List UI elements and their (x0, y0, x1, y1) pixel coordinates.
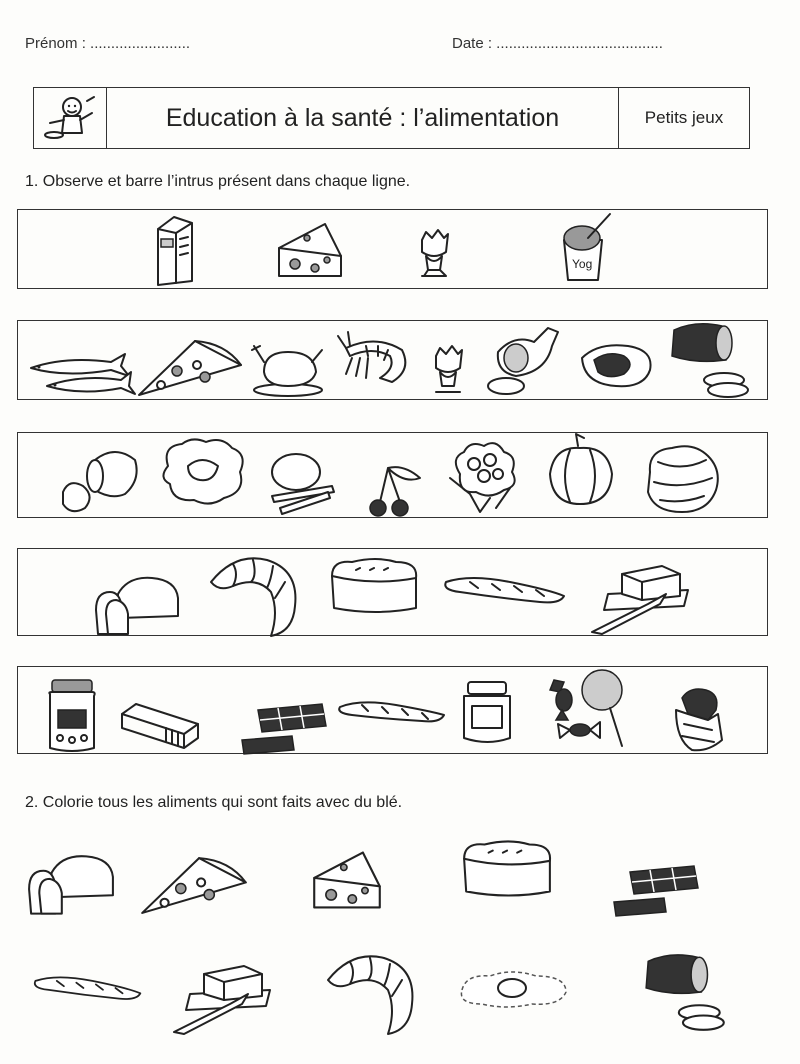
candies-icon[interactable] (540, 668, 636, 754)
exercise-row-1[interactable] (17, 209, 768, 289)
chocolate-bar-icon[interactable] (238, 700, 330, 754)
sugar-cubes-icon[interactable] (118, 700, 204, 752)
page-title: Education à la santé : l’alimentation (107, 88, 619, 148)
section-tag: Petits jeux (644, 108, 724, 127)
chocolate-bar-icon[interactable] (610, 862, 702, 916)
baguette-icon[interactable] (25, 972, 149, 1004)
butter-icon[interactable] (170, 960, 274, 1036)
exercise2-instruction: 2. Colorie tous les aliments qui sont faits avec du blé. (25, 794, 403, 811)
honey-jar-icon[interactable] (458, 680, 516, 746)
bread-loaf-icon[interactable] (92, 574, 182, 636)
fish-icon[interactable] (25, 350, 135, 400)
baguette-icon[interactable] (336, 697, 448, 725)
boiled-egg-icon[interactable] (428, 340, 468, 398)
prenom-field[interactable]: Prénom : ........................ (25, 35, 191, 52)
bread-loaf-icon[interactable] (25, 852, 117, 916)
pumpkin-icon[interactable] (546, 432, 616, 508)
croissant-icon[interactable] (205, 552, 301, 638)
apple-icon[interactable] (55, 442, 145, 518)
butter-icon[interactable] (588, 560, 692, 636)
cherries-icon[interactable] (360, 458, 428, 520)
boiled-egg-icon[interactable] (414, 224, 454, 282)
yogurt-icon[interactable] (558, 212, 616, 284)
potato-fries-icon[interactable] (268, 452, 336, 518)
pizza-slice-icon[interactable] (135, 335, 245, 400)
sausage-icon[interactable] (666, 320, 756, 400)
steak-icon[interactable] (578, 340, 656, 390)
shrimp-icon[interactable] (336, 330, 414, 392)
title-box (33, 87, 750, 149)
svg-text:Yog: Yog (572, 257, 593, 271)
milk-carton-icon[interactable] (152, 215, 198, 287)
roast-chicken-icon[interactable] (250, 340, 328, 398)
chocolate-piece-icon[interactable] (668, 684, 732, 754)
date-field[interactable]: Date : ........................................ (452, 35, 663, 52)
child-eating-icon (34, 88, 107, 148)
cheese-icon[interactable] (310, 848, 384, 912)
cauliflower-icon[interactable] (440, 438, 524, 516)
croissant-icon[interactable] (322, 950, 418, 1036)
sausage-icon[interactable] (640, 950, 732, 1034)
fried-egg-icon[interactable] (456, 966, 572, 1012)
jam-jar-icon[interactable] (44, 676, 100, 754)
sandwich-bread-icon[interactable] (326, 556, 422, 618)
pizza-slice-icon[interactable] (138, 852, 250, 918)
exercise1-instruction: 1. Observe et barre l’intrus présent dans chaque ligne. (25, 173, 411, 190)
cheese-icon[interactable] (275, 220, 345, 280)
sandwich-bread-icon[interactable] (458, 838, 556, 902)
ham-icon[interactable] (486, 322, 564, 398)
lettuce-icon[interactable] (158, 436, 248, 508)
cabbage-icon[interactable] (642, 442, 722, 516)
baguette-icon[interactable] (440, 572, 568, 608)
